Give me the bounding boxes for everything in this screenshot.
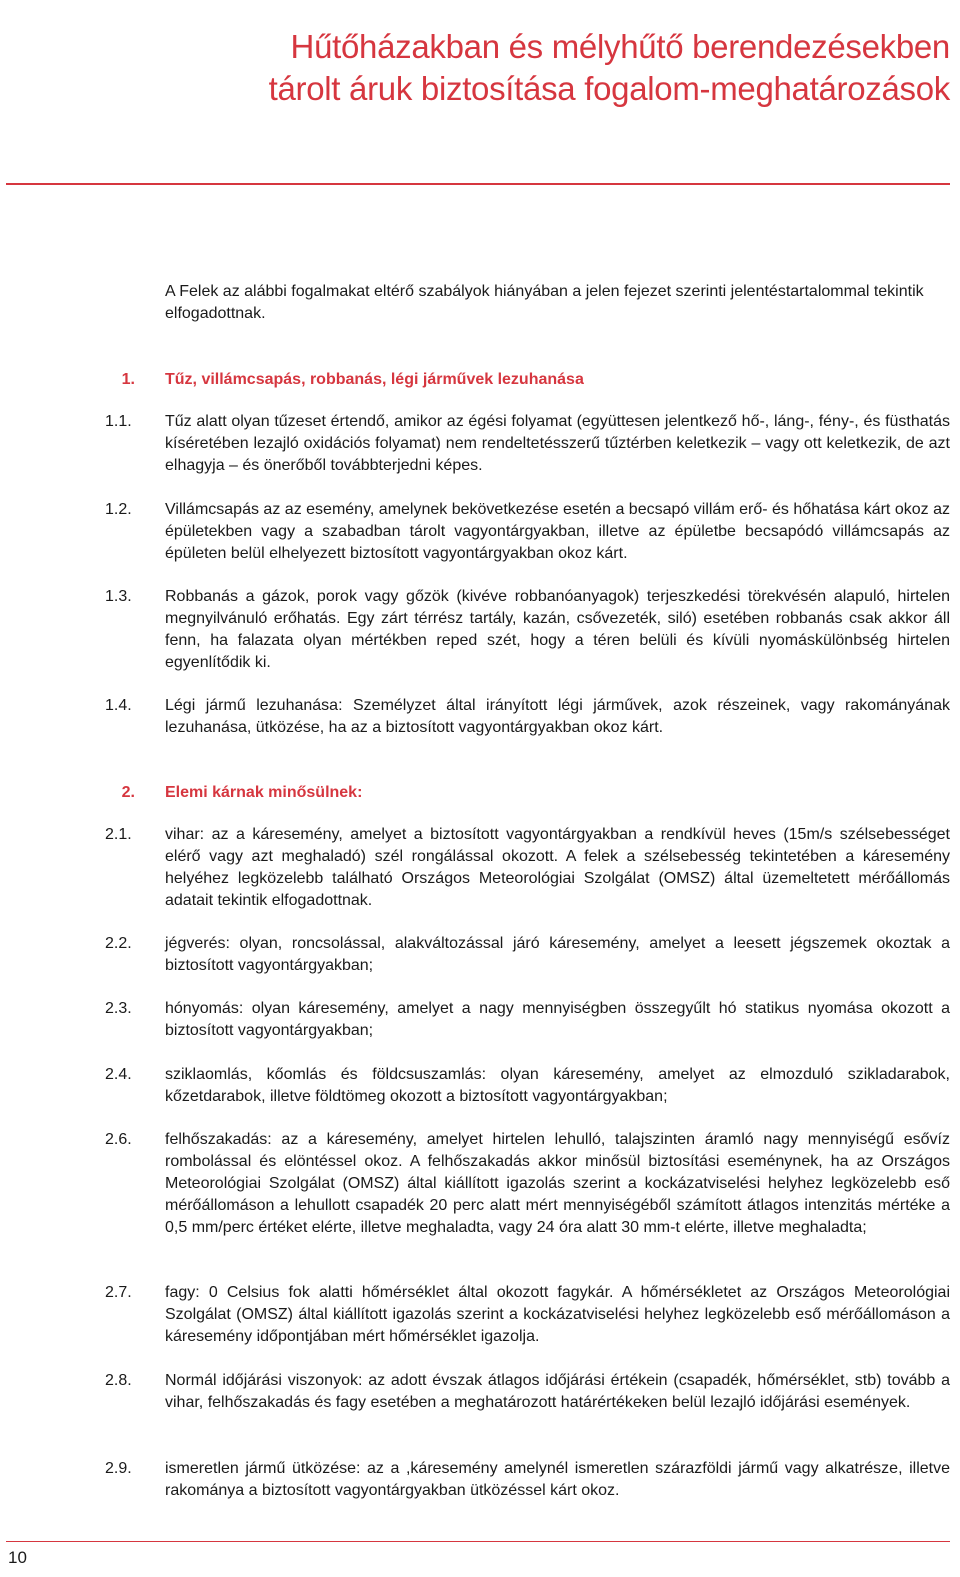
item-number: 2.7. bbox=[105, 1284, 132, 1301]
page-title-line-2: tárolt áruk biztosítása fogalom-meghatározások bbox=[268, 70, 950, 107]
section-number: 2. bbox=[121, 784, 135, 801]
item-number: 2.6. bbox=[105, 1131, 132, 1148]
item-number: 2.3. bbox=[105, 1000, 132, 1017]
item-text: Légi jármű lezuhanása: Személyzet által irányított légi járművek, azok részeinek, vagy rakományának lezuhanása, ütközése, ha az a biztosított vagyontárgyakban okoz kárt. bbox=[165, 697, 950, 736]
section-title: Tűz, villámcsapás, robbanás, légi járművek lezuhanása bbox=[165, 371, 584, 388]
item-number: 2.8. bbox=[105, 1372, 132, 1389]
item-number: 1.4. bbox=[105, 697, 132, 714]
item-text: hónyomás: olyan káresemény, amelyet a nagy mennyiségben összegyűlt hó statikus nyomása okozott a biztosított vagyontárgyakban; bbox=[165, 1000, 950, 1039]
item-text: Tűz alatt olyan tűzeset értendő, amikor az égési folyamat (együttesen jelentkező hő-, láng-, fény-, és füsthatás kíséretében lezajló oxidációs folyamat) nem rendeltetésszerű tűztérben keletkezik – vagy ott keletkezik, de azt elhagyja – és önerőből továbbterjedni képes. bbox=[165, 413, 950, 474]
item-text: fagy: 0 Celsius fok alatti hőmérséklet által okozott fagykár. A hőmérsékletet az Országos Meteorológiai Szolgálat (OMSZ) által kiállított igazolás szerint a kockázatviselési helyhez legközelebb eső mérőállomáson a káresemény időpontjában mért hőmérséklet igazolja. bbox=[165, 1284, 950, 1345]
item-text: sziklaomlás, kőomlás és földcsuszamlás: olyan káresemény, amelyet az elmozduló szikladarabok, kőzetdarabok, illetve földtömeg okozott a biztosított vagyontárgyakban; bbox=[165, 1066, 950, 1105]
item-text: ismeretlen jármű ütközése: az a ,káresemény amelynél ismeretlen szárazföldi jármű vagy alkatrésze, illetve rakománya a biztosított vagyontárgyakban ütközéssel kárt okoz. bbox=[165, 1460, 950, 1499]
page-number: 10 bbox=[8, 1548, 27, 1567]
item-number: 1.1. bbox=[105, 413, 132, 430]
item-number: 2.4. bbox=[105, 1066, 132, 1083]
item-text: Villámcsapás az az esemény, amelynek bekövetkezése esetén a becsapó villám erő- és hőhatása kárt okoz az épületekben vagy a szabadban tárolt vagyontárgyakban, illetve az épületbe becsapódó villámcsapás az épületen belül elhelyezett biztosított vagyontárgyakban okoz kárt. bbox=[165, 501, 950, 562]
item-text: Robbanás a gázok, porok vagy gőzök (kivéve robbanóanyagok) terjeszkedési törekvésén alapuló, hirtelen megnyilvánuló erőhatás. Egy zárt térrész tartály, kazán, csővezeték, siló) esetében robbanás csak akkor áll fenn, ha falazata olyan mértékben reped szét, hogy a téren belüli és kívüli nyomáskülönbség hirtelen egyenlítődik ki. bbox=[165, 588, 950, 671]
footer-divider bbox=[6, 1541, 950, 1542]
item-number: 2.9. bbox=[105, 1460, 132, 1477]
item-text: Normál időjárási viszonyok: az adott évszak átlagos időjárási értékein (csapadék, hőmérséklet, stb) tovább a vihar, felhőszakadás és fagy esetében a meghatározott határértékeken belül lezajló időjárási események. bbox=[165, 1372, 950, 1411]
section-title: Elemi kárnak minősülnek: bbox=[165, 784, 363, 801]
title-divider bbox=[6, 183, 950, 185]
item-number: 2.1. bbox=[105, 826, 132, 843]
item-text: jégverés: olyan, roncsolással, alakváltozással járó káresemény, amelyet a leesett jégszemek okoztak a biztosított vagyontárgyakban; bbox=[165, 935, 950, 974]
section-number: 1. bbox=[121, 371, 135, 388]
item-text: felhőszakadás: az a káresemény, amelyet hirtelen lehulló, talajszinten áramló nagy mennyiségű esővíz rombolással és elöntéssel okoz. A felhőszakadás akkor minősül biztosítási eseménynek, ha az Országos Meteorológiai Szolgálat (OMSZ) által kiállított igazolás szerint a kockázatviselési helyhez legközelebb eső mérőállomáson a lehullott csapadék 20 perc alatt mért mennyiségéből számított átlagos intenzitás mértéke a 0,5 mm/perc értéket elérte, illetve meghaladta, vagy 24 óra alatt 30 mm-t elérte, illetve meghaladta; bbox=[165, 1131, 950, 1236]
page-title bbox=[0, 26, 950, 110]
item-number: 2.2. bbox=[105, 935, 132, 952]
item-number: 1.3. bbox=[105, 588, 132, 605]
section-heading-2 bbox=[0, 782, 950, 804]
item-text: vihar: az a káresemény, amelyet a biztosított vagyontárgyakban a rendkívül heves (15m/s szélsebességet elérő vagy azt meghaladó) szél rongálással okozott. A felek a szélsebesség tekintetében a káresemény helyéhez legközelebb található Országos Meteorológiai Szolgálat (OMSZ) által üzemeltetett mérőállomás adatait tekintik elfogadottnak. bbox=[165, 826, 950, 909]
page-title-line-1: Hűtőházakban és mélyhűtő berendezésekben bbox=[290, 28, 950, 65]
item-number: 1.2. bbox=[105, 501, 132, 518]
intro-paragraph: A Felek az alábbi fogalmakat eltérő szabályok hiányában a jelen fejezet szerinti jelentéstartalommal tekintik elfogadottnak. bbox=[165, 283, 924, 322]
section-heading-1 bbox=[0, 369, 950, 391]
